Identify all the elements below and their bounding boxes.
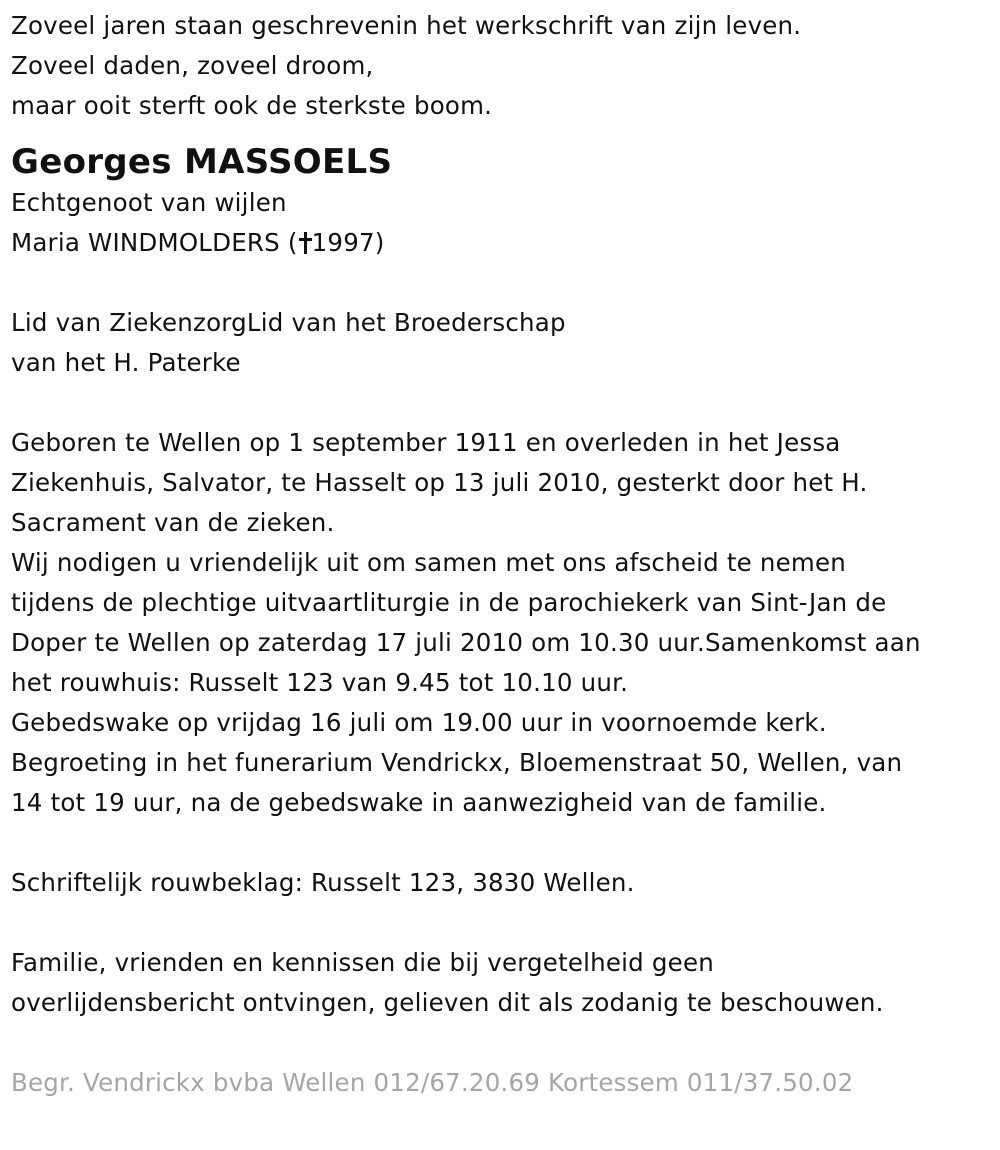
poem-line: Zoveel daden, zoveel droom, [11, 51, 374, 80]
spacer [11, 1023, 991, 1063]
membership-line: van het H. Paterke [11, 348, 241, 377]
poem-line: Zoveel jaren staan geschrevenin het werkschrift van zijn leven. [11, 11, 802, 40]
announcement-line: Ziekenhuis, Salvator, te Hasselt op 13 juli 2010, gesterkt door het H. [11, 468, 868, 497]
spouse-death-year: 1997) [311, 228, 385, 257]
deceased-first-name: Georges [11, 142, 172, 182]
spouse-name: Maria WINDMOLDERS ( [11, 228, 298, 257]
spacer [11, 903, 991, 943]
announcement-line: Sacrament van de zieken. [11, 508, 335, 537]
announcement-line: het rouwhuis: Russelt 123 van 9.45 tot 10.10 uur. [11, 668, 629, 697]
announcement [11, 423, 991, 823]
announcement-line: tijdens de plechtige uitvaartliturgie in de parochiekerk van Sint-Jan de [11, 588, 887, 617]
deceased-last-name: MASSOELS [183, 142, 393, 182]
poem-line: maar ooit sterft ook de sterkste boom. [11, 91, 493, 120]
deceased-name [11, 141, 991, 183]
spacer [11, 263, 991, 303]
announcement-line: Doper te Wellen op zaterdag 17 juli 2010 om 10.30 uur.Samenkomst aan [11, 628, 921, 657]
death-notice [11, 6, 991, 1103]
announcement-line: Geboren te Wellen op 1 september 1911 en overleden in het Jessa [11, 428, 841, 457]
notice-line: overlijdensbericht ontvingen, gelieven dit als zodanig te beschouwen. [11, 988, 884, 1017]
poem [11, 6, 991, 126]
announcement-line: Wij nodigen u vriendelijk uit om samen met ons afscheid te nemen [11, 548, 846, 577]
condolence-address: Schriftelijk rouwbeklag: Russelt 123, 3830 Wellen. [11, 868, 635, 897]
family-notice [11, 943, 991, 1023]
announcement-line: Gebedswake op vrijdag 16 juli om 19.00 uur in voornoemde kerk. [11, 708, 827, 737]
membership-line: Lid van ZiekenzorgLid van het Broederschap [11, 308, 566, 337]
spouse-relation: Echtgenoot van wijlen [11, 188, 287, 217]
spouse-info [11, 183, 991, 263]
spacer [11, 383, 991, 423]
announcement-line: Begroeting in het funerarium Vendrickx, Bloemenstraat 50, Wellen, van [11, 748, 903, 777]
notice-line: Familie, vrienden en kennissen die bij vergetelheid geen [11, 948, 714, 977]
announcement-line: 14 tot 19 uur, na de gebedswake in aanwezigheid van de familie. [11, 788, 827, 817]
funeral-home-footer: Begr. Vendrickx bvba Wellen 012/67.20.69 Kortessem 011/37.50.02 [11, 1068, 854, 1097]
spouse-line [11, 223, 991, 263]
spacer [11, 823, 991, 863]
memberships [11, 303, 991, 383]
latin-cross-icon [299, 232, 311, 254]
